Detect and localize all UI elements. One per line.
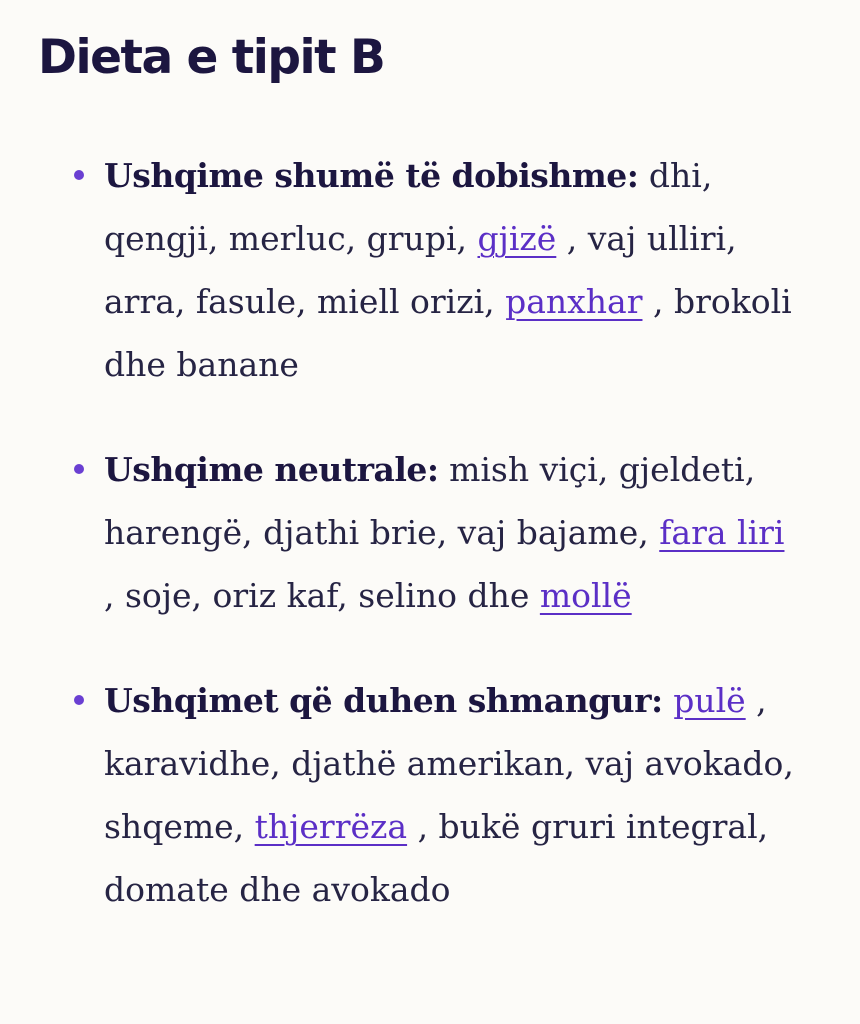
link-thjerreza[interactable]: thjerrëza (254, 807, 408, 846)
link-fara-liri[interactable]: fara liri (659, 513, 785, 552)
item-heading: Ushqimet që duhen shmangur: (104, 681, 663, 720)
page-title: Dieta e tipit B (38, 30, 385, 85)
list-item-beneficial-foods (104, 144, 820, 396)
list-item-neutral-foods (104, 438, 820, 627)
diet-food-list (38, 144, 820, 921)
item-text: mish viçi, gjeldeti, harengë, djathi brie, vaj bajame, (104, 450, 756, 552)
link-molle[interactable]: mollë (539, 576, 632, 615)
link-gjize[interactable]: gjizë (477, 219, 557, 258)
item-text: , bukë gruri integral, domate dhe avokado (104, 807, 769, 909)
item-text: dhi, qengji, merluc, grupi, (104, 156, 713, 258)
link-panxhar[interactable]: panxhar (505, 282, 643, 321)
item-text: , karavidhe, djathë amerikan, vaj avokado, shqeme, (104, 681, 794, 846)
item-text: , brokoli dhe banane (104, 282, 792, 384)
bullet-icon (74, 695, 84, 705)
link-pule[interactable]: pulë (673, 681, 746, 720)
bullet-icon (74, 170, 84, 180)
item-text: , vaj ulliri, arra, fasule, miell orizi, (104, 219, 737, 321)
bullet-icon (74, 464, 84, 474)
list-item-foods-to-avoid (104, 669, 820, 921)
item-heading: Ushqime shumë të dobishme: (104, 156, 639, 195)
item-heading: Ushqime neutrale: (104, 450, 439, 489)
item-text: , soje, oriz kaf, selino dhe (104, 576, 540, 615)
item-text (663, 681, 674, 720)
